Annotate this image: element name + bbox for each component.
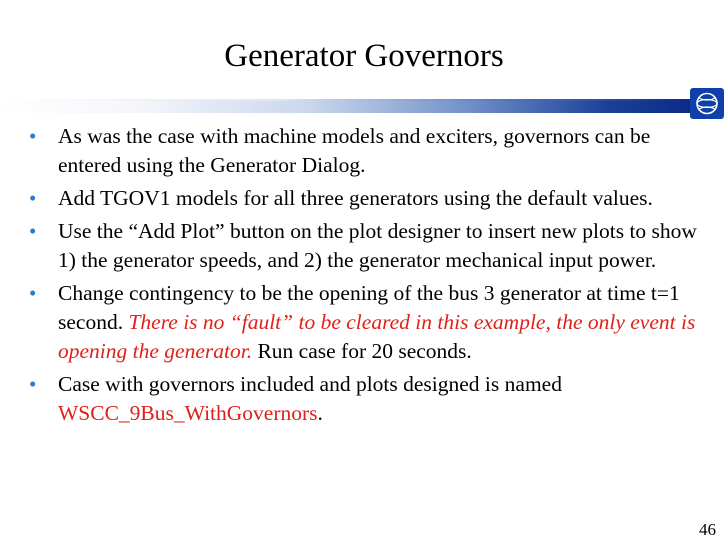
title-divider xyxy=(0,99,692,113)
bullet-dot: • xyxy=(29,372,37,396)
case-name-text: WSCC_9Bus_WithGovernors xyxy=(58,401,318,425)
bullet-text: Change contingency to be the opening of the bus 3 generator at time t=1 second. xyxy=(58,281,680,334)
bullet-text-after: Run case for 20 seconds. xyxy=(257,339,472,363)
bullet-item xyxy=(29,122,709,180)
bullet-dot: • xyxy=(29,124,37,148)
globe-logo-icon xyxy=(690,88,724,119)
bullet-text: As was the case with machine models and exciters, governors can be entered using the Generator Dialog. xyxy=(58,124,651,177)
bullet-text: Add TGOV1 models for all three generators using the default values. xyxy=(58,186,653,210)
bullet-item xyxy=(29,370,709,428)
bullet-dot: • xyxy=(29,186,37,210)
title-divider-line xyxy=(0,99,692,101)
bullet-item xyxy=(29,217,709,275)
bullet-dot: • xyxy=(29,219,37,243)
bullet-item xyxy=(29,279,709,366)
slide-title: Generator Governors xyxy=(224,38,504,74)
bullet-text: Case with governors included and plots designed is named xyxy=(58,372,562,396)
page-number: 46 xyxy=(699,520,716,539)
bullet-list xyxy=(29,122,709,432)
bullet-text: Use the “Add Plot” button on the plot designer to insert new plots to show 1) the generator speeds, and 2) the generator mechanical input power. xyxy=(58,219,697,272)
bullet-dot: • xyxy=(29,281,37,305)
bullet-emphasis-text: There is no “fault” to be cleared in this example, the only event is opening the generator. xyxy=(58,310,696,363)
bullet-item xyxy=(29,184,709,213)
bullet-text-after: . xyxy=(317,401,323,425)
